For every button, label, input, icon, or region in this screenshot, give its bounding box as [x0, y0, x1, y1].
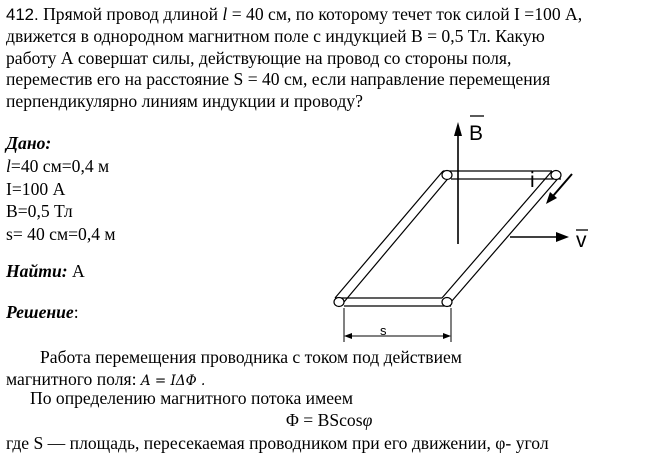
given-item-current: I=100 А	[6, 178, 66, 199]
length-symbol: l	[222, 4, 228, 24]
flux-angle-symbol: φ	[362, 410, 373, 430]
problem-line-2: движется в однородном магнитном поле с индукцией В = 0,5 Тл. Какую	[6, 25, 545, 46]
rail-left-outer	[335, 171, 443, 298]
displacement-arrowhead-left	[344, 333, 352, 339]
given-list	[6, 155, 116, 245]
conductor-diagram	[300, 96, 600, 346]
solution-paragraph-3: где S — площадь, пересекаемая проводником при его движении, φ- угол	[6, 433, 549, 453]
solution-paragraph-1	[6, 346, 626, 392]
find-title: Найти:	[6, 261, 68, 281]
b-vector-arrowhead	[454, 122, 462, 136]
solution-header: Решение:	[6, 302, 79, 322]
flux-formula: Φ = BScosφ	[286, 410, 373, 430]
rod-end-top-right	[551, 171, 561, 180]
rail-left-inner	[344, 175, 451, 302]
given-length-symbol: l	[6, 156, 11, 176]
label-i: i	[530, 169, 535, 192]
find-value: А	[67, 261, 85, 281]
problem-line-3: работу А совершат силы, действующие на провод со стороны поля,	[6, 47, 512, 68]
label-b: B	[469, 122, 484, 145]
solution-title: Решение	[6, 302, 74, 322]
work-formula: A = IΔΦ .	[140, 373, 206, 389]
displacement-arrowhead-right	[443, 333, 451, 339]
label-v: v	[576, 229, 587, 252]
given-item-length: l=40 см=0,4 м	[6, 156, 110, 176]
given-item-distance: s= 40 см=0,4 м	[6, 223, 116, 244]
given-title: Дано:	[6, 133, 52, 153]
find-row	[6, 261, 85, 282]
problem-number: 412.	[6, 5, 39, 24]
rail-right-inner	[451, 175, 561, 302]
velocity-arrowhead	[556, 232, 569, 242]
problem-line-5: перпендикулярно линиям индукции и проводу?	[6, 91, 363, 112]
label-s: s	[380, 323, 387, 338]
problem-line-1: 412. Прямой провод длиной l = 40 см, по которому течет ток силой I =100 А,	[6, 4, 583, 24]
rod-end-bottom-left	[334, 298, 344, 307]
rod-end-bottom-right	[442, 298, 452, 307]
given-item-induction: B=0,5 Тл	[6, 201, 73, 221]
solution-p1-line1: Работа перемещения проводника с током под действием	[40, 347, 462, 367]
problem-line-4: переместив его на расстояние S = 40 см, если направление перемещения	[6, 69, 551, 90]
solution-paragraph-2: По определению магнитного потока имеем	[30, 388, 353, 408]
solution-p1-line2: магнитного поля: A = IΔΦ .	[6, 369, 206, 389]
rod-end-top-left	[442, 171, 452, 180]
